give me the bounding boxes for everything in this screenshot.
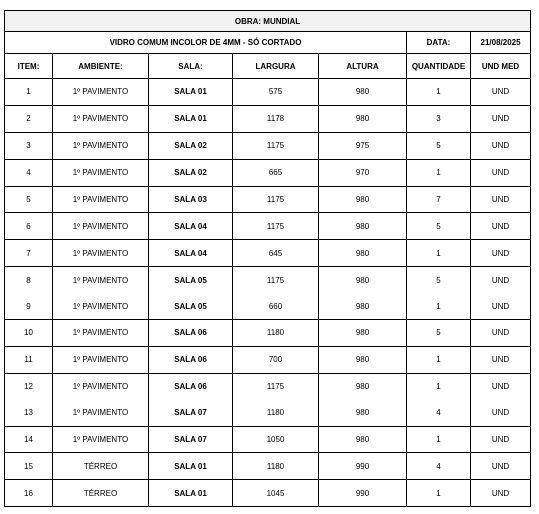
cell-quantidade[interactable]: 1 [407, 240, 471, 267]
cell-ambiente[interactable]: 1º PAVIMENTO [53, 373, 149, 399]
cell-altura[interactable]: 980 [319, 400, 407, 426]
cell-und-med[interactable]: UND [471, 159, 531, 186]
cell-item[interactable]: 15 [5, 453, 53, 480]
cell-item[interactable]: 1 [5, 79, 53, 106]
cell-und-med[interactable]: UND [471, 267, 531, 293]
cell-sala[interactable]: SALA 05 [149, 293, 233, 319]
table-row [5, 79, 531, 106]
cell-altura[interactable]: 980 [319, 213, 407, 240]
table-row [5, 240, 531, 267]
cell-ambiente[interactable]: 1º PAVIMENTO [53, 320, 149, 347]
cell-altura[interactable]: 990 [319, 453, 407, 480]
cell-largura[interactable]: 1180 [233, 320, 319, 347]
cell-sala[interactable]: SALA 06 [149, 346, 233, 373]
cell-quantidade[interactable]: 1 [407, 293, 471, 319]
cell-sala[interactable]: SALA 04 [149, 240, 233, 267]
cell-item[interactable]: 7 [5, 240, 53, 267]
cell-ambiente[interactable]: 1º PAVIMENTO [53, 267, 149, 293]
table-row [5, 186, 531, 213]
header-row [5, 54, 531, 79]
cell-altura[interactable]: 970 [319, 159, 407, 186]
table-row [5, 480, 531, 507]
cell-sala[interactable]: SALA 01 [149, 480, 233, 507]
cell-und-med[interactable]: UND [471, 293, 531, 319]
cell-item[interactable]: 16 [5, 480, 53, 507]
table-row [5, 320, 531, 347]
cell-sala[interactable]: SALA 06 [149, 320, 233, 347]
cell-ambiente[interactable]: 1º PAVIMENTO [53, 186, 149, 213]
glass-order-table [4, 10, 531, 507]
table-row [5, 293, 531, 319]
header-und-med[interactable]: UND MED [471, 54, 531, 79]
cell-und-med[interactable]: UND [471, 480, 531, 507]
cell-und-med[interactable]: UND [471, 240, 531, 267]
cell-sala[interactable]: SALA 03 [149, 186, 233, 213]
cell-quantidade[interactable]: 1 [407, 426, 471, 453]
cell-altura[interactable]: 980 [319, 79, 407, 106]
cell-ambiente[interactable]: 1º PAVIMENTO [53, 159, 149, 186]
cell-quantidade[interactable]: 1 [407, 159, 471, 186]
cell-altura[interactable]: 980 [319, 186, 407, 213]
cell-sala[interactable]: SALA 01 [149, 453, 233, 480]
cell-item[interactable]: 11 [5, 346, 53, 373]
cell-ambiente[interactable]: 1º PAVIMENTO [53, 213, 149, 240]
table-row [5, 132, 531, 159]
cell-quantidade[interactable]: 1 [407, 346, 471, 373]
cell-und-med[interactable]: UND [471, 186, 531, 213]
header-ambiente[interactable]: AMBIENTE: [53, 54, 149, 79]
cell-ambiente[interactable]: TÉRREO [53, 453, 149, 480]
cell-largura[interactable]: 1175 [233, 373, 319, 399]
cell-largura[interactable]: 575 [233, 79, 319, 106]
table-row [5, 267, 531, 293]
cell-altura[interactable]: 980 [319, 426, 407, 453]
table-row [5, 453, 531, 480]
date-value-cell[interactable]: 21/08/2025 [471, 32, 531, 54]
cell-altura[interactable]: 980 [319, 320, 407, 347]
cell-quantidade[interactable]: 4 [407, 400, 471, 426]
cell-sala[interactable]: SALA 02 [149, 159, 233, 186]
cell-und-med[interactable]: UND [471, 426, 531, 453]
cell-und-med[interactable]: UND [471, 400, 531, 426]
table-row [5, 105, 531, 132]
table-row [5, 400, 531, 426]
header-item[interactable]: ITEM: [5, 54, 53, 79]
cell-item[interactable]: 8 [5, 267, 53, 293]
cell-largura[interactable]: 1050 [233, 426, 319, 453]
cell-quantidade[interactable]: 7 [407, 186, 471, 213]
cell-ambiente[interactable]: 1º PAVIMENTO [53, 79, 149, 106]
cell-item[interactable]: 3 [5, 132, 53, 159]
obra-title-cell[interactable]: OBRA: MUNDIAL [5, 11, 531, 32]
cell-und-med[interactable]: UND [471, 373, 531, 399]
cell-largura[interactable]: 1175 [233, 186, 319, 213]
cell-ambiente[interactable]: 1º PAVIMENTO [53, 293, 149, 319]
cell-ambiente[interactable]: 1º PAVIMENTO [53, 400, 149, 426]
cell-und-med[interactable]: UND [471, 132, 531, 159]
table-row [5, 213, 531, 240]
cell-ambiente[interactable]: 1º PAVIMENTO [53, 426, 149, 453]
cell-quantidade[interactable]: 1 [407, 480, 471, 507]
cell-sala[interactable]: SALA 01 [149, 105, 233, 132]
cell-item[interactable]: 13 [5, 400, 53, 426]
cell-quantidade[interactable]: 5 [407, 267, 471, 293]
cell-largura[interactable]: 1175 [233, 132, 319, 159]
cell-altura[interactable]: 980 [319, 293, 407, 319]
cell-und-med[interactable]: UND [471, 213, 531, 240]
cell-item[interactable]: 9 [5, 293, 53, 319]
cell-sala[interactable]: SALA 02 [149, 132, 233, 159]
header-largura[interactable]: LARGURA [233, 54, 319, 79]
cell-item[interactable]: 6 [5, 213, 53, 240]
cell-sala[interactable]: SALA 06 [149, 373, 233, 399]
cell-quantidade[interactable]: 5 [407, 320, 471, 347]
cell-largura[interactable]: 700 [233, 346, 319, 373]
cell-und-med[interactable]: UND [471, 453, 531, 480]
cell-altura[interactable]: 980 [319, 240, 407, 267]
spreadsheet [4, 10, 531, 507]
cell-altura[interactable]: 980 [319, 346, 407, 373]
cell-altura[interactable]: 980 [319, 105, 407, 132]
cell-altura[interactable]: 975 [319, 132, 407, 159]
cell-item[interactable]: 10 [5, 320, 53, 347]
cell-largura[interactable]: 1180 [233, 453, 319, 480]
cell-largura[interactable]: 665 [233, 159, 319, 186]
cell-ambiente[interactable]: 1º PAVIMENTO [53, 105, 149, 132]
cell-largura[interactable]: 1045 [233, 480, 319, 507]
cell-ambiente[interactable]: 1º PAVIMENTO [53, 240, 149, 267]
cell-und-med[interactable]: UND [471, 346, 531, 373]
cell-und-med[interactable]: UND [471, 79, 531, 106]
table-row [5, 426, 531, 453]
cell-ambiente[interactable]: TÉRREO [53, 480, 149, 507]
cell-item[interactable]: 5 [5, 186, 53, 213]
cell-quantidade[interactable]: 5 [407, 132, 471, 159]
table-row [5, 346, 531, 373]
cell-altura[interactable]: 990 [319, 480, 407, 507]
cell-und-med[interactable]: UND [471, 105, 531, 132]
table-row [5, 373, 531, 399]
cell-largura[interactable]: 1175 [233, 213, 319, 240]
cell-sala[interactable]: SALA 07 [149, 400, 233, 426]
cell-largura[interactable]: 660 [233, 293, 319, 319]
cell-largura[interactable]: 1178 [233, 105, 319, 132]
cell-ambiente[interactable]: 1º PAVIMENTO [53, 132, 149, 159]
cell-altura[interactable]: 980 [319, 267, 407, 293]
header-quantidade[interactable]: QUANTIDADE [407, 54, 471, 79]
cell-sala[interactable]: SALA 05 [149, 267, 233, 293]
cell-sala[interactable]: SALA 04 [149, 213, 233, 240]
cell-altura[interactable]: 980 [319, 373, 407, 399]
cell-quantidade[interactable]: 1 [407, 373, 471, 399]
cell-largura[interactable]: 1175 [233, 267, 319, 293]
cell-und-med[interactable]: UND [471, 320, 531, 347]
date-label-cell[interactable]: DATA: [407, 32, 471, 54]
cell-ambiente[interactable]: 1º PAVIMENTO [53, 346, 149, 373]
description-cell[interactable]: VIDRO COMUM INCOLOR DE 4MM - SÓ CORTADO [5, 32, 407, 54]
cell-quantidade[interactable]: 4 [407, 453, 471, 480]
cell-item[interactable]: 2 [5, 105, 53, 132]
cell-sala[interactable]: SALA 01 [149, 79, 233, 106]
cell-item[interactable]: 4 [5, 159, 53, 186]
cell-quantidade[interactable]: 3 [407, 105, 471, 132]
cell-quantidade[interactable]: 1 [407, 79, 471, 106]
cell-item[interactable]: 12 [5, 373, 53, 399]
header-sala[interactable]: SALA: [149, 54, 233, 79]
cell-item[interactable]: 14 [5, 426, 53, 453]
table-row [5, 159, 531, 186]
cell-largura[interactable]: 645 [233, 240, 319, 267]
cell-quantidade[interactable]: 5 [407, 213, 471, 240]
cell-largura[interactable]: 1180 [233, 400, 319, 426]
header-altura[interactable]: ALTURA [319, 54, 407, 79]
cell-sala[interactable]: SALA 07 [149, 426, 233, 453]
